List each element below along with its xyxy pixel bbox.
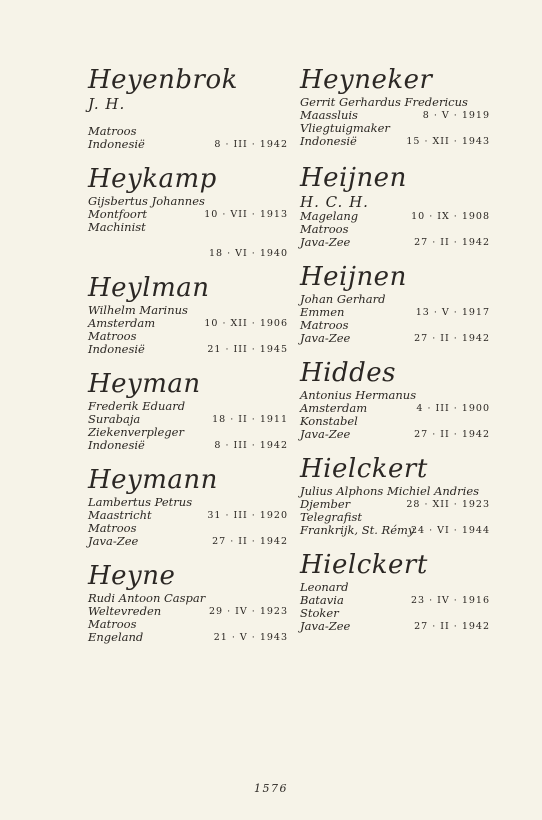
entry-line-text: Wilhelm Marinus — [88, 303, 188, 317]
entry-line-text: Antonius Hermanus — [300, 388, 417, 402]
entry-surname: Heyman — [88, 369, 201, 399]
entry-line-text: Konstabel — [300, 414, 358, 428]
entry-line-text: Indonesië — [88, 438, 145, 452]
entry-line — [300, 332, 490, 345]
entry-line-text: H. C. H. — [300, 193, 369, 211]
entry-line-text: Java-Zee — [88, 534, 139, 548]
entry-line-text: Vliegtuigmaker — [300, 121, 390, 135]
entry-line-text: Matroos — [88, 617, 137, 631]
entry-date: 27 · II · 1942 — [414, 429, 490, 440]
entry-date: 15 · XII · 1943 — [406, 136, 490, 147]
entry-line-text: Djember — [300, 497, 351, 511]
entry-line-text: Montfoort — [88, 207, 147, 221]
entry-line-text: Maastricht — [88, 508, 152, 522]
entry-line — [300, 620, 490, 633]
entry-date: 10 · IX · 1908 — [411, 211, 490, 222]
entry-line-text: Magelang — [300, 209, 359, 223]
entry-date: 10 · VII · 1913 — [204, 209, 288, 220]
entry-line-text: Frederik Eduard — [88, 399, 186, 413]
entry-surname: Heymann — [88, 465, 218, 495]
entry-line-text: Batavia — [300, 593, 344, 607]
entry-line-text: Surabaja — [88, 412, 141, 426]
entry-date: 29 · IV · 1923 — [209, 606, 288, 617]
memorial-entry — [300, 359, 490, 441]
entry-line-text: Julius Alphons Michiel Andries — [300, 484, 480, 498]
entry-line-text: Matroos — [88, 521, 137, 535]
entry-line — [88, 234, 288, 247]
entry-line-text: Amsterdam — [300, 401, 368, 415]
entry-line — [300, 236, 490, 249]
entry-date: 27 · II · 1942 — [414, 333, 490, 344]
entry-date: 23 · IV · 1916 — [411, 595, 490, 606]
entry-date: 27 · II · 1942 — [212, 536, 288, 547]
entry-date: 21 · V · 1943 — [213, 632, 288, 643]
entry-line — [88, 247, 288, 260]
entry-date: 8 · III · 1942 — [214, 440, 288, 451]
entry-line-text: Johan Gerhard — [300, 292, 386, 306]
entry-date: 4 · III · 1900 — [416, 403, 490, 414]
entry-surname: Hiddes — [300, 358, 397, 388]
memorial-entry — [300, 551, 490, 633]
right-column — [300, 66, 490, 633]
memorial-entry — [88, 466, 288, 548]
entry-line — [300, 194, 490, 210]
memorial-entry — [300, 263, 490, 345]
entry-line — [88, 631, 288, 644]
entry-surname: Hielckert — [300, 550, 428, 580]
entry-date: 10 · XII · 1906 — [204, 318, 288, 329]
entry-line — [300, 135, 490, 148]
entry-line-text: Ziekenverpleger — [88, 425, 184, 439]
entry-line-text: Matroos — [300, 222, 349, 236]
entry-surname: Heijnen — [300, 163, 407, 193]
entry-line — [88, 138, 288, 151]
entry-date: 31 · III · 1920 — [207, 510, 288, 521]
entry-line-text: Java-Zee — [300, 331, 351, 345]
entry-date: 21 · III · 1945 — [207, 344, 288, 355]
entry-line-text: Engeland — [88, 630, 144, 644]
entry-line-text: Weltevreden — [88, 604, 162, 618]
memorial-entry — [88, 562, 288, 644]
entry-line — [300, 524, 490, 537]
entry-line-text: Java-Zee — [300, 235, 351, 249]
entry-line-text: Matroos — [88, 329, 137, 343]
entry-line-text: Telegrafist — [300, 510, 362, 524]
entry-line-text: Frankrijk, St. Rémy — [300, 523, 415, 537]
entry-date: 28 · XII · 1923 — [406, 499, 490, 510]
memorial-entry — [300, 164, 490, 249]
entry-line — [88, 439, 288, 452]
entry-date: 8 · V · 1919 — [422, 110, 490, 121]
entry-line-text: Emmen — [300, 305, 345, 319]
entry-line-text: Gijsbertus Johannes — [88, 194, 205, 208]
entry-line-text: Indonesië — [88, 342, 145, 356]
entry-date: 8 · III · 1942 — [214, 139, 288, 150]
entry-line-text: Machinist — [88, 220, 146, 234]
entry-line-text: Matroos — [88, 124, 137, 138]
entry-surname: Heykamp — [88, 164, 217, 194]
entry-surname: Hielckert — [300, 454, 428, 484]
memorial-entry — [300, 455, 490, 537]
entry-line-text: Rudi Antoon Caspar — [88, 591, 206, 605]
memorial-entry — [300, 66, 490, 148]
entry-date: 27 · II · 1942 — [414, 237, 490, 248]
entry-date: 18 · II · 1911 — [212, 414, 288, 425]
entry-line — [88, 96, 288, 112]
entry-date: 18 · VI · 1940 — [209, 248, 288, 259]
entry-line-text: Matroos — [300, 318, 349, 332]
entry-surname: Heyenbrok — [88, 65, 238, 95]
memorial-entry — [88, 66, 288, 151]
entry-line — [88, 221, 288, 234]
memorial-entry — [88, 165, 288, 260]
entry-line — [300, 428, 490, 441]
entry-surname: Heyneker — [300, 65, 433, 95]
entry-line-text: Lambertus Petrus — [88, 495, 193, 509]
entry-line-text: Maassluis — [300, 108, 358, 122]
entry-date: 27 · II · 1942 — [414, 621, 490, 632]
entry-line-text: Stoker — [300, 606, 339, 620]
entry-line-text: Indonesië — [300, 134, 357, 148]
entry-surname: Heijnen — [300, 262, 407, 292]
entry-line-text: Amsterdam — [88, 316, 156, 330]
entry-surname: Heyne — [88, 561, 176, 591]
entry-date: 24 · VI · 1944 — [411, 525, 490, 536]
memorial-entry — [88, 274, 288, 356]
entry-line-text: Gerrit Gerhardus Fredericus — [300, 95, 468, 109]
entry-date: 13 · V · 1917 — [415, 307, 490, 318]
entry-line-text: Leonard — [300, 580, 349, 594]
memorial-entry — [88, 370, 288, 452]
entry-surname: Heylman — [88, 273, 210, 303]
entry-line-text: Java-Zee — [300, 619, 351, 633]
page-number: 1576 — [254, 782, 288, 795]
entry-line-text: Indonesië — [88, 137, 145, 151]
left-column — [88, 66, 288, 644]
entry-line — [88, 535, 288, 548]
entry-line-text: J. H. — [88, 95, 126, 113]
entry-line-text: Java-Zee — [300, 427, 351, 441]
entry-line — [88, 343, 288, 356]
